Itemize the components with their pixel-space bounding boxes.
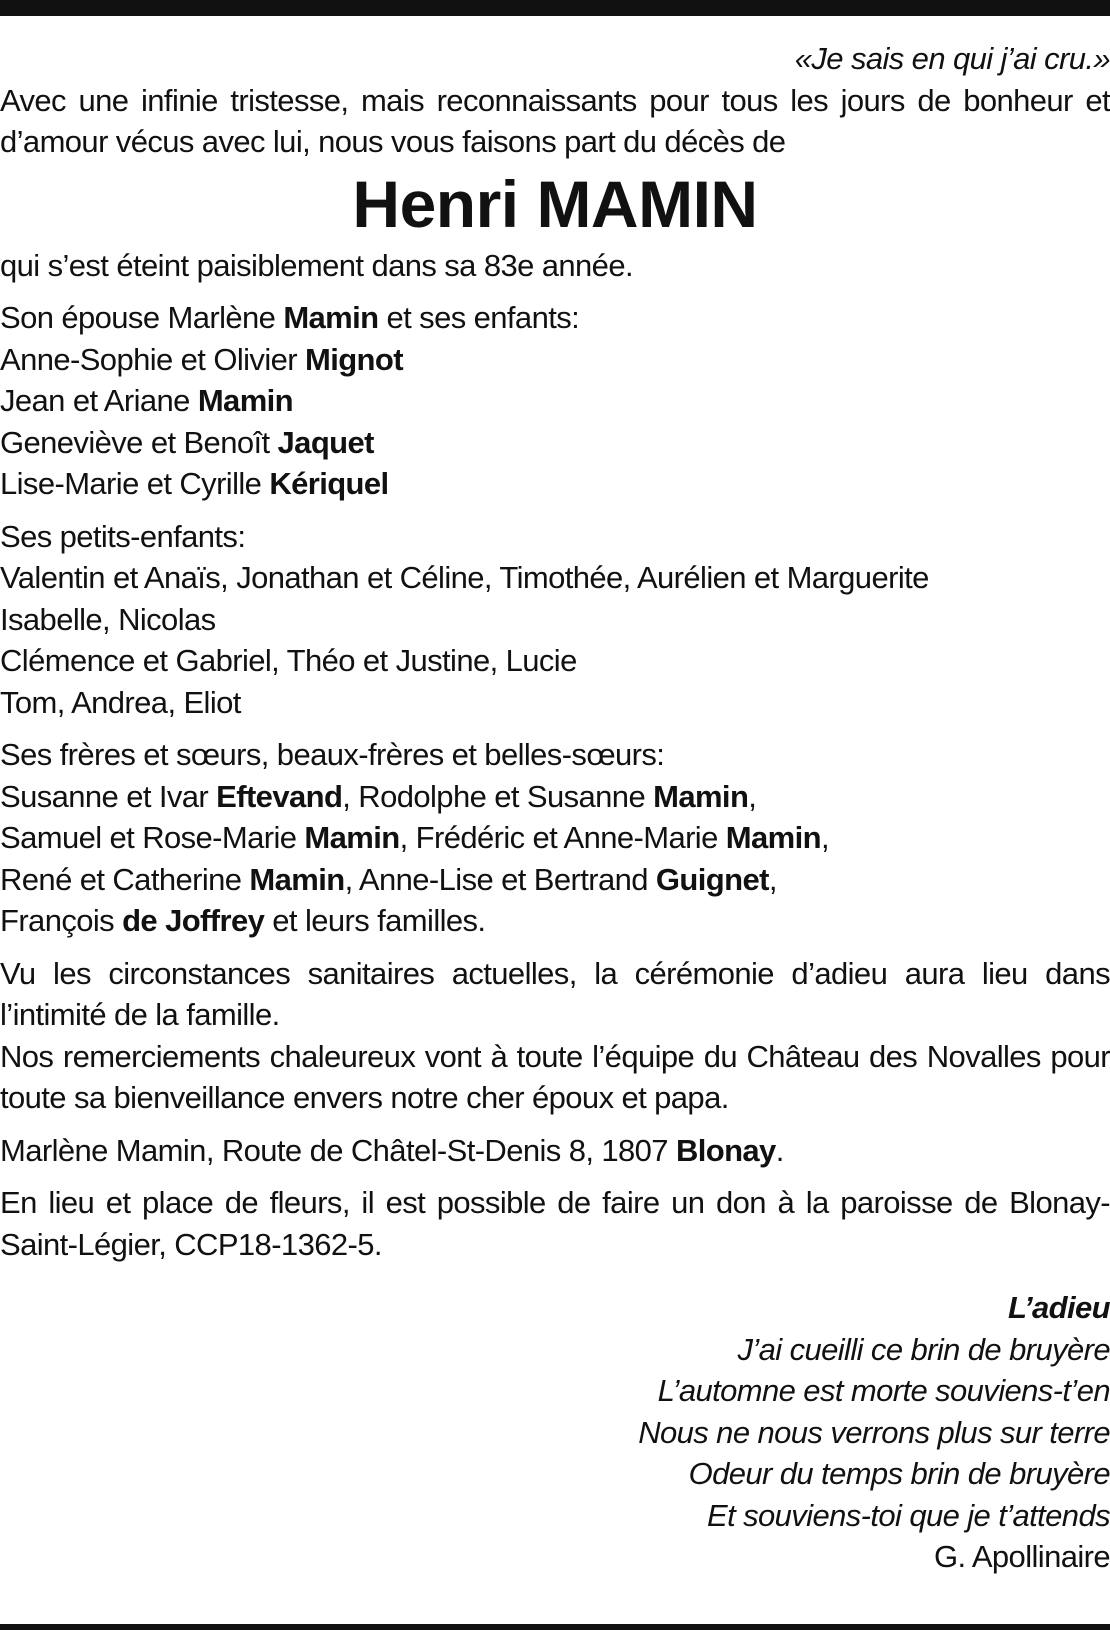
siblings-line: François de Joffrey et leurs familles.: [0, 903, 486, 938]
grandchildren-line: Isabelle, Nicolas: [0, 601, 216, 637]
bottom-border-rule: [0, 1624, 1110, 1630]
age-line: qui s’est éteint paisiblement dans sa 83e année.: [0, 247, 633, 283]
poem-line: Nous ne nous verrons plus sur terre: [638, 1414, 1110, 1450]
poem-line: L’automne est morte souviens-t’en: [657, 1373, 1110, 1408]
address-line: Marlène Mamin, Route de Châtel-St-Denis 8, 1807 Blonay.: [0, 1132, 784, 1168]
grandchildren-heading: Ses petits-enfants:: [0, 518, 246, 554]
thanks-paragraph: Nos remerciements chaleureux vont à toute l’équipe du Château des Novalles pour toute sa bienveillance envers notre cher époux et papa.: [0, 1038, 1110, 1115]
poem-title: L’adieu: [1007, 1290, 1110, 1325]
deceased-name: Henri MAMIN: [352, 166, 758, 241]
poem-line: Et souviens-toi que je t’attends: [707, 1497, 1110, 1533]
child-line: Lise-Marie et Cyrille Kériquel: [0, 466, 389, 501]
poem-line: Odeur du temps brin de bruyère: [688, 1456, 1110, 1491]
poem-author: G. Apollinaire: [934, 1539, 1110, 1574]
grandchildren-line: Tom, Andrea, Eliot: [0, 684, 241, 720]
child-line: Anne-Sophie et Olivier Mignot: [0, 341, 403, 377]
epigraph: «Je sais en qui j’ai cru.»: [794, 41, 1110, 76]
siblings-line: Susanne et Ivar Eftevand, Rodolphe et Susanne Mamin,: [0, 778, 757, 814]
spouse-surname: Mamin: [283, 300, 379, 335]
spouse-prefix: Son épouse Marlène: [0, 300, 284, 335]
spouse-suffix: et ses enfants:: [378, 300, 580, 335]
poem-line: J’ai cueilli ce brin de bruyère: [737, 1331, 1110, 1367]
siblings-line: René et Catherine Mamin, Anne-Lise et Bertrand Guignet,: [0, 861, 777, 897]
donation-paragraph: En lieu et place de fleurs, il est possible de faire un don à la paroisse de Blonay-Saint-Légier, CCP18-1362-5.: [0, 1185, 1110, 1262]
intro-paragraph: Avec une infinie tristesse, mais reconnaissants pour tous les jours de bonheur et d’amour vécus avec lui, nous vous faisons part du décès de: [0, 82, 1110, 159]
ceremony-paragraph: Vu les circonstances sanitaires actuelles, la cérémonie d’adieu aura lieu dans l’intimité de la famille.: [0, 955, 1110, 1032]
grandchildren-line: Valentin et Anaïs, Jonathan et Céline, Timothée, Aurélien et Marguerite: [0, 560, 929, 595]
obituary-notice: [0, 38, 1110, 1578]
child-line: Geneviève et Benoît Jaquet: [0, 424, 374, 460]
child-line: Jean et Ariane Mamin: [0, 383, 294, 418]
siblings-line: Samuel et Rose-Marie Mamin, Frédéric et Anne-Marie Mamin,: [0, 820, 829, 855]
siblings-heading: Ses frères et sœurs, beaux-frères et belles-sœurs:: [0, 737, 665, 772]
address-city: Blonay: [675, 1132, 776, 1168]
grandchildren-line: Clémence et Gabriel, Théo et Justine, Lucie: [0, 643, 577, 678]
top-border-rule: [0, 0, 1110, 16]
spouse-line: [0, 297, 1110, 339]
poem: [0, 1287, 1110, 1578]
